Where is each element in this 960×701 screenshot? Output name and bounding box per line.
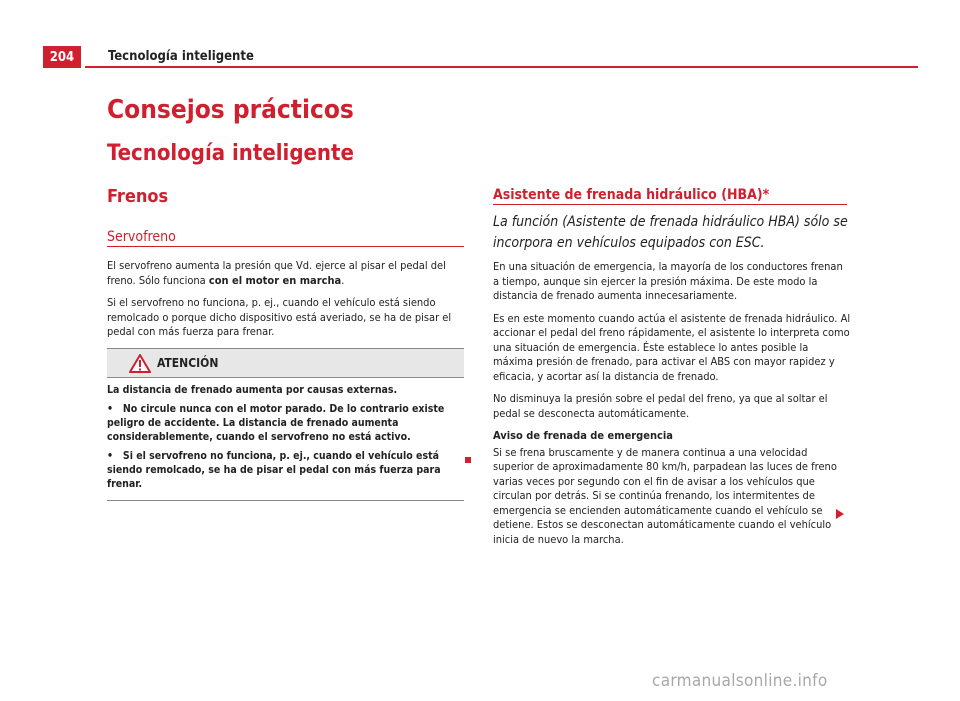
p1-end: . <box>341 273 345 287</box>
running-header-title: Tecnología inteligente <box>108 49 254 64</box>
warning-item-2: • Si el servofreno no funciona, p. ej., cuando el vehículo está siendo remolcado, se ha de pisar el pedal con más fuerza para frenar. <box>107 450 441 490</box>
hba-title: Asistente de frenada hidráulico (HBA)* <box>493 187 770 203</box>
servofreno-paragraph-1 <box>107 259 464 288</box>
warning-box <box>107 348 464 501</box>
hba-title-rule <box>493 204 847 205</box>
page-number: 204 <box>43 46 81 68</box>
warning-triangle-icon <box>129 354 151 373</box>
topic-heading: Servofreno <box>107 229 176 245</box>
emergency-warning-subheading: Aviso de frenada de emergencia <box>493 429 673 442</box>
warning-body <box>107 378 464 500</box>
hba-paragraph-2: Es en este momento cuando actúa el asistente de frenada hidráulico. Al accionar el pedal del freno rápidamente, el asistente lo interpreta como una situación de emergencia. Éste establece lo antes posible la máxima presión de frenado, para activar el ABS con mayor rapidez y eficacia, y acortar así la distancia de frenado. <box>493 311 851 383</box>
topic-rule <box>107 246 464 247</box>
warning-item-2-text: Si el servofreno no funciona, p. ej., cuando el vehículo está siendo remolcado, se ha de pisar el pedal con más fuerza para frenar. <box>107 450 441 490</box>
header-rule <box>85 66 918 68</box>
end-of-section-icon <box>465 457 471 463</box>
servofreno-paragraph-2: Si el servofreno no funciona, p. ej., cuando el vehículo está siendo remolcado o porque dicho dispositivo está averiado, se ha de pisar el pedal con más fuerza para frenar. <box>107 296 452 338</box>
hba-intro: La función (Asistente de frenada hidráulico HBA) sólo se incorpora en vehículos equipados con ESC. <box>493 214 848 251</box>
hba-text <box>493 260 851 555</box>
chapter-heading: Consejos prácticos <box>107 95 354 125</box>
servofreno-text <box>107 259 464 348</box>
hba-paragraph-3: No disminuya la presión sobre el pedal del freno, ya que al soltar el pedal se desconecta automáticamente. <box>493 392 828 420</box>
subsection-heading: Frenos <box>107 186 169 207</box>
warning-header <box>107 349 464 378</box>
hba-paragraph-1: En una situación de emergencia, la mayoría de los conductores frenan a tiempo, aunque sin ejercer la presión máxima. De este modo la distancia de frenado aumenta innecesariamente. <box>493 260 843 302</box>
p1-bold: con el motor en marcha <box>208 273 342 287</box>
continue-arrow-icon <box>836 509 844 519</box>
watermark: carmanualsonline.info <box>652 671 828 691</box>
warning-item-1-text: No circule nunca con el motor parado. De lo contrario existe peligro de accidente. La distancia de frenado aumenta considerablemente, cuando el servofreno no está activo. <box>107 403 445 443</box>
p1-text: El servofreno aumenta la presión que Vd. ejerce al pisar el pedal del freno. Sólo funciona <box>107 259 446 287</box>
warning-item-1: • No circule nunca con el motor parado. De lo contrario existe peligro de accidente. La distancia de frenado aumenta considerablemente, cuando el servofreno no está activo. <box>107 403 445 443</box>
section-heading: Tecnología inteligente <box>107 141 354 166</box>
hba-paragraph-4: Si se frena bruscamente y de manera continua a una velocidad superior de aproximadamente 80 km/h, parpadean las luces de freno varias veces por segundo con el fin de avisar a los vehículos que circulan por detrás. Si se continúa frenando, los intermitentes de emergencia se encienden automáticamente cuando el vehículo se detiene. Estos se desconectan automáticamente cuando el vehículo inicia de nuevo la marcha. <box>493 445 837 546</box>
warning-title: ATENCIÓN <box>157 356 219 370</box>
warning-lead: La distancia de frenado aumenta por causas externas. <box>107 384 398 396</box>
